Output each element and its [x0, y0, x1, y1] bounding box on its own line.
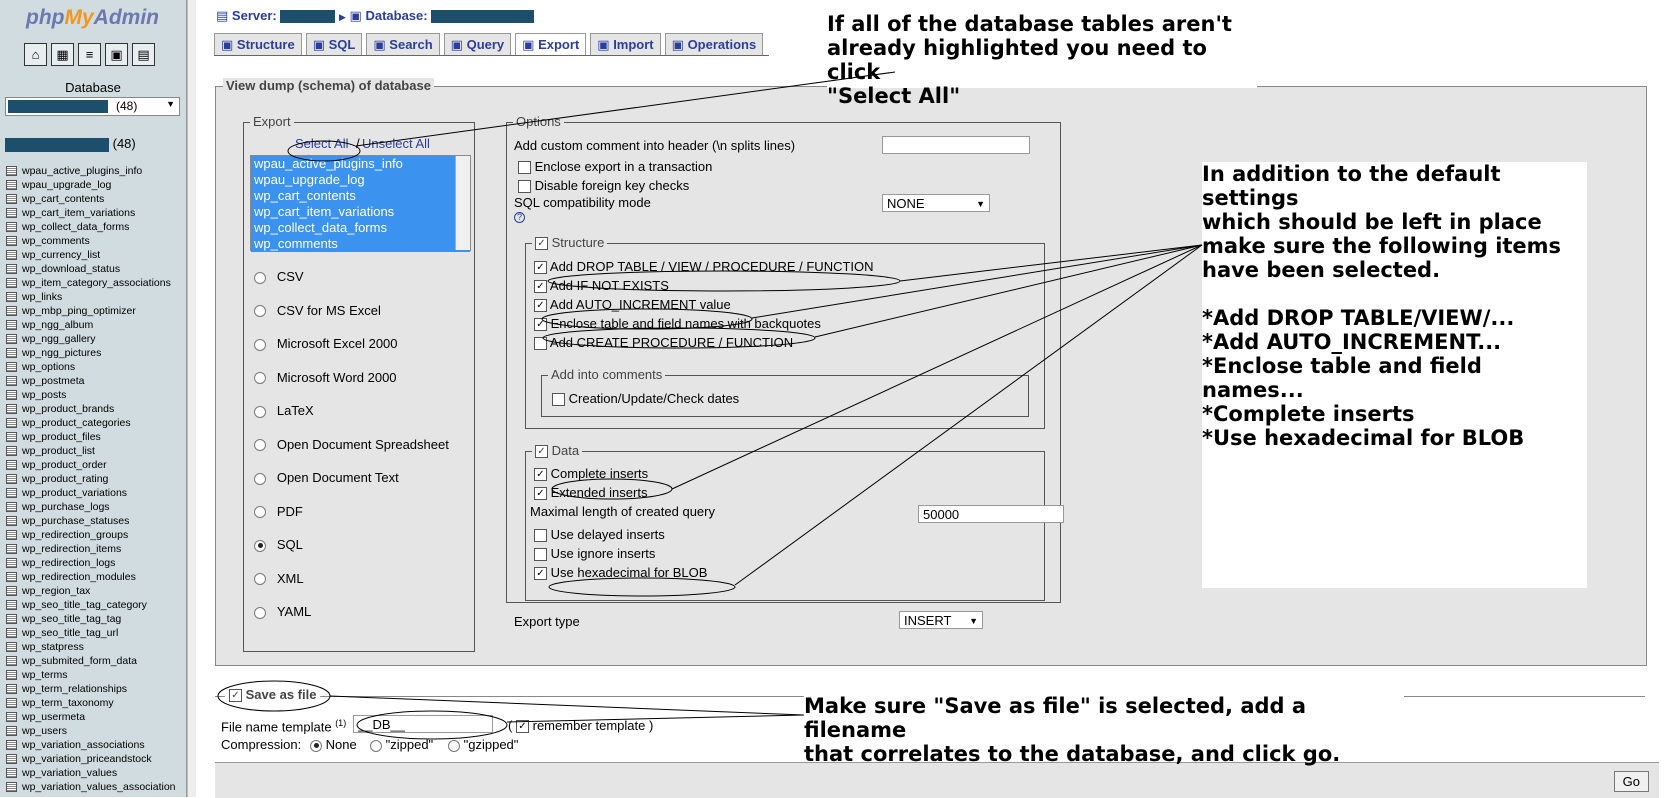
table-list-item[interactable]: wp_usermeta	[6, 710, 176, 724]
import-icon: ▣	[597, 37, 610, 52]
ignore-inserts-option[interactable]: Use ignore inserts	[534, 546, 655, 561]
chevron-down-icon: ▼	[976, 199, 985, 209]
structure-option[interactable]: Add CREATE PROCEDURE / FUNCTION	[534, 335, 793, 350]
listbox-option[interactable]: wp_collect_data_forms	[251, 220, 470, 236]
delayed-inserts-option[interactable]: Use delayed inserts	[534, 527, 665, 542]
tab-structure[interactable]: ▣ Structure	[214, 33, 302, 56]
docs-icon[interactable]: ▣	[105, 43, 128, 66]
drop-table-circle	[548, 271, 900, 291]
table-list-item[interactable]: wp_product_list	[6, 444, 176, 458]
table-list-item[interactable]: wp_redirection_modules	[6, 570, 176, 584]
table-list-item[interactable]: wp_item_category_associations	[6, 276, 176, 290]
database-label: Database	[65, 80, 121, 95]
help-icon[interactable]: ?	[514, 212, 525, 223]
table-list-item[interactable]: wp_options	[6, 360, 176, 374]
tab-search[interactable]: ▣ Search	[366, 33, 439, 56]
tab-operations[interactable]: ▣ Operations	[665, 33, 764, 56]
breadcrumb: ▤ Server: ▶ ▣ Database:	[216, 8, 534, 24]
chevron-down-icon: ▼	[969, 616, 978, 626]
extended-inserts-option[interactable]: ✓ Extended inserts	[534, 485, 647, 500]
table-list-item[interactable]: wp_cart_item_variations	[6, 206, 176, 220]
chevron-down-icon: ▼	[166, 99, 175, 109]
table-list-item[interactable]: wpau_upgrade_log	[6, 178, 176, 192]
structure-icon: ▣	[221, 37, 234, 52]
tab-export[interactable]: ▣ Export	[515, 33, 586, 56]
table-list-item[interactable]: wp_region_tax	[6, 584, 176, 598]
structure-option[interactable]: ✓ Enclose table and field names with backquotes	[534, 316, 821, 331]
table-list-item[interactable]: wp_links	[6, 290, 176, 304]
listbox-option[interactable]: wpau_upgrade_log	[251, 172, 470, 188]
table-list-item[interactable]: wp_ngg_gallery	[6, 332, 176, 346]
structure-option[interactable]: ✓ Add DROP TABLE / VIEW / PROCEDURE / FUNCTION	[534, 259, 874, 274]
save-annotation: Make sure "Save as file" is selected, add a filename that correlates to the database, and click go.	[804, 694, 1404, 758]
table-list-item[interactable]: wp_cart_contents	[6, 192, 176, 206]
data-legend[interactable]: ✓ Data	[532, 443, 582, 458]
table-list-item[interactable]: wp_redirection_logs	[6, 556, 176, 570]
compression-none[interactable]: None	[310, 737, 357, 752]
table-list-item[interactable]: wp_variation_associations	[6, 738, 176, 752]
format-csv-for-ms-excel[interactable]: CSV for MS Excel	[254, 303, 381, 318]
settings-annotation: In addition to the default settings which should be left in place make sure the following items have been selected. *Add DROP TABLE/VIEW/... *Add AUTO_INCREMENT... *Enclose table and field names... *Complete inserts *Use hexadecimal for BLOB	[1202, 162, 1587, 588]
format-open-document-text[interactable]: Open Document Text	[254, 470, 399, 485]
table-list-item[interactable]: wp_download_status	[6, 262, 176, 276]
complete-inserts-circle	[552, 479, 672, 499]
format-sql[interactable]: SQL	[254, 537, 303, 552]
table-list-item[interactable]: wp_variation_values	[6, 766, 176, 780]
table-list-item[interactable]: wp_users	[6, 724, 176, 738]
hex-blob-option[interactable]: ✓ Use hexadecimal for BLOB	[534, 565, 707, 580]
phpmyadmin-logo[interactable]: phpMyAdmin	[26, 6, 159, 29]
listbox-option[interactable]: wp_comments	[251, 236, 470, 252]
table-list-item[interactable]: wp_product_variations	[6, 486, 176, 500]
table-list-item[interactable]: wp_purchase_statuses	[6, 514, 176, 528]
table-list-item[interactable]: wp_ngg_album	[6, 318, 176, 332]
table-list-item[interactable]: wp_mbp_ping_optimizer	[6, 304, 176, 318]
max-length-label: Maximal length of created query	[530, 504, 715, 519]
table-list-item[interactable]: wp_ngg_pictures	[6, 346, 176, 360]
structure-legend[interactable]: ✓ Structure	[532, 235, 607, 250]
listbox-option[interactable]: wp_cart_item_variations	[251, 204, 470, 220]
compat-label: SQL compatibility mode	[514, 195, 651, 210]
compression-gzipped[interactable]: "gzipped"	[448, 737, 518, 752]
table-list-item[interactable]: wp_product_order	[6, 458, 176, 472]
table-list-item[interactable]: wp_redirection_items	[6, 542, 176, 556]
main-frame: ▤ Server: ▶ ▣ Database: ▣ Structure ▣ SQL ▣ Search ▣ Query ▣ Export ▣ Import ▣ Operations View dump (schema) of database Export Select All / Unselect All CSV CSV for MS Excel Microsoft Excel 2000 Microsoft Word 2000 LaTeX Open Document Spreadsheet Open Document Text PDF SQL XML YAML wpau_active_plugins_info wpau_upgrade_log wp_cart_contents wp_cart_item_variations wp_collect_data_forms wp_comments Options Add custom comment into header (\n splits lines) Enclose export in a transaction Disable foreign key checks SQL compatibility mode ? NONE ▼ ✓ Structure ✓ Add DROP TABLE / VIEW / PROCEDURE / FUNCTION ✓ Add IF NOT EXISTS ✓ Add AUTO_INCREMENT value ✓ Enclose table and field names with backquotes Add CREATE PROCEDURE / FUNCTION Add into comments Creation/Update/Check dates ✓ Data ✓ Complete inserts ✓ Extended inserts Maximal length of created query 50000 Use delayed inserts Use ignore inserts ✓ Use hexadecimal for BLOB Export type INSERT ▼ ✓ Save as file File name template $^{(1)}$ __DB__ ( ✓ remember template ) Compression: None "zipped" "gzipped" Go	[196, 0, 1680, 797]
table-list-item[interactable]: wp_product_rating	[6, 472, 176, 486]
arrow-right-icon: ▶	[338, 12, 346, 22]
dump-legend: View dump (schema) of database	[223, 78, 434, 93]
tab-sql[interactable]: ▣ SQL	[306, 33, 363, 56]
filename-label: File name template $^{(1)}$	[221, 718, 347, 735]
custom-comment-label: Add custom comment into header (\n splits lines)	[514, 138, 796, 153]
table-list-item[interactable]: wpau_active_plugins_info	[6, 164, 176, 178]
export-type-label: Export type	[514, 614, 580, 629]
table-list-item[interactable]: wp_product_files	[6, 430, 176, 444]
table-list-item[interactable]: wp_terms	[6, 668, 176, 682]
format-microsoft-excel-2000[interactable]: Microsoft Excel 2000	[254, 336, 398, 351]
save-as-file-option[interactable]: ✓ Save as file	[225, 687, 320, 702]
structure-option[interactable]: ✓ Add IF NOT EXISTS	[534, 278, 669, 293]
format-pdf[interactable]: PDF	[254, 504, 303, 519]
table-list-item[interactable]: wp_variation_values_association	[6, 780, 176, 794]
structure-option[interactable]: ✓ Add AUTO_INCREMENT value	[534, 297, 731, 312]
export-type-select[interactable]: INSERT ▼	[899, 611, 983, 629]
max-length-input[interactable]: 50000	[918, 505, 1064, 523]
db-heading-count: (48)	[112, 136, 136, 151]
comments-legend: Add into comments	[548, 367, 665, 382]
select-all-link[interactable]: Select All	[295, 136, 349, 151]
save-as-file-circle	[218, 681, 330, 711]
table-list-item[interactable]: wp_seo_title_tag_url	[6, 626, 176, 640]
table-list-item[interactable]: wp_postmeta	[6, 374, 176, 388]
database-icon: ▣	[349, 8, 362, 23]
table-list-item[interactable]: wp_term_taxonomy	[6, 696, 176, 710]
table-list-item[interactable]: wp_term_relationships	[6, 682, 176, 696]
sql-icon: ▣	[312, 37, 326, 52]
tab-query[interactable]: ▣ Query	[444, 33, 512, 56]
table-list-item[interactable]: wp_purchase_logs	[6, 500, 176, 514]
table-list-item[interactable]: wp_product_categories	[6, 416, 176, 430]
disable-fk-option[interactable]: Disable foreign key checks	[518, 178, 689, 193]
format-yaml[interactable]: YAML	[254, 604, 311, 619]
remember-template-option[interactable]: ✓ remember template )	[516, 718, 653, 733]
help-icon[interactable]: ▤	[132, 43, 155, 66]
table-list-item[interactable]: wp_redirection_groups	[6, 528, 176, 542]
tab-import[interactable]: ▣ Import	[590, 33, 660, 56]
select-all-circle	[288, 141, 360, 161]
auto-increment-circle	[542, 309, 752, 329]
complete-inserts-option[interactable]: ✓ Complete inserts	[534, 466, 648, 481]
creation-dates-option[interactable]: Creation/Update/Check dates	[552, 391, 739, 406]
table-list-item[interactable]: wp_posts	[6, 388, 176, 402]
filename-circle	[357, 711, 507, 739]
select-all-annotation: If all of the database tables aren't already highlighted you need to click "Select All"	[827, 12, 1257, 88]
table-list-item[interactable]: wp_seo_title_tag_category	[6, 598, 176, 612]
table-list-item[interactable]: wp_product_brands	[6, 402, 176, 416]
table-list-item[interactable]: wp_currency_list	[6, 248, 176, 262]
sql-icon[interactable]: ≡	[78, 43, 101, 66]
server-icon: ▤	[216, 8, 229, 23]
format-latex[interactable]: LaTeX	[254, 403, 314, 418]
hex-blob-circle	[549, 578, 735, 596]
format-microsoft-word-2000[interactable]: Microsoft Word 2000	[254, 370, 397, 385]
unselect-all-link[interactable]: Unselect All	[362, 136, 430, 151]
compat-select[interactable]: NONE ▼	[882, 194, 990, 212]
query-icon: ▣	[450, 37, 463, 52]
filename-input[interactable]: __DB__	[353, 715, 493, 733]
go-button[interactable]: Go	[1614, 771, 1649, 792]
table-list-item[interactable]: wp_statpress	[6, 640, 176, 654]
table-list-item[interactable]: wp_variation_priceandstock	[6, 752, 176, 766]
table-list-item[interactable]: wp_seo_title_tag_tag	[6, 612, 176, 626]
listbox-option[interactable]: wpau_active_plugins_info	[251, 156, 470, 172]
export-box: Export Select All / Unselect All CSV CSV for MS Excel Microsoft Excel 2000 Microsoft Word 2000 LaTeX Open Document Spreadsheet Open Document Text PDF SQL XML YAML wpau_active_plugins_info wpau_upgrade_log wp_cart_contents wp_cart_item_variations wp_collect_data_forms wp_comments	[243, 122, 475, 652]
export-icon: ▣	[522, 37, 535, 52]
home-icon[interactable]: ⌂	[24, 43, 47, 66]
table-list-item[interactable]: wp_comments	[6, 234, 176, 248]
format-csv[interactable]: CSV	[254, 269, 304, 284]
table-list-item[interactable]: wp_submited_form_data	[6, 654, 176, 668]
format-open-document-spreadsheet[interactable]: Open Document Spreadsheet	[254, 437, 449, 452]
search-icon: ▣	[373, 37, 386, 52]
format-xml[interactable]: XML	[254, 571, 304, 586]
options-legend: Options	[513, 114, 564, 129]
listbox-option[interactable]: wp_cart_contents	[251, 188, 470, 204]
compression-label: Compression:	[221, 737, 302, 752]
pointer-line	[356, 72, 895, 146]
compression-zipped[interactable]: "zipped"	[370, 737, 433, 752]
db-table-count: (48)	[116, 99, 138, 113]
enclose-names-circle	[543, 328, 815, 348]
sql-query-icon[interactable]: ▦	[51, 43, 74, 66]
table-list-item[interactable]: wp_collect_data_forms	[6, 220, 176, 234]
enclose-transaction-option[interactable]: Enclose export in a transaction	[518, 159, 712, 174]
export-legend: Export	[250, 114, 294, 129]
operations-icon: ▣	[671, 37, 684, 52]
